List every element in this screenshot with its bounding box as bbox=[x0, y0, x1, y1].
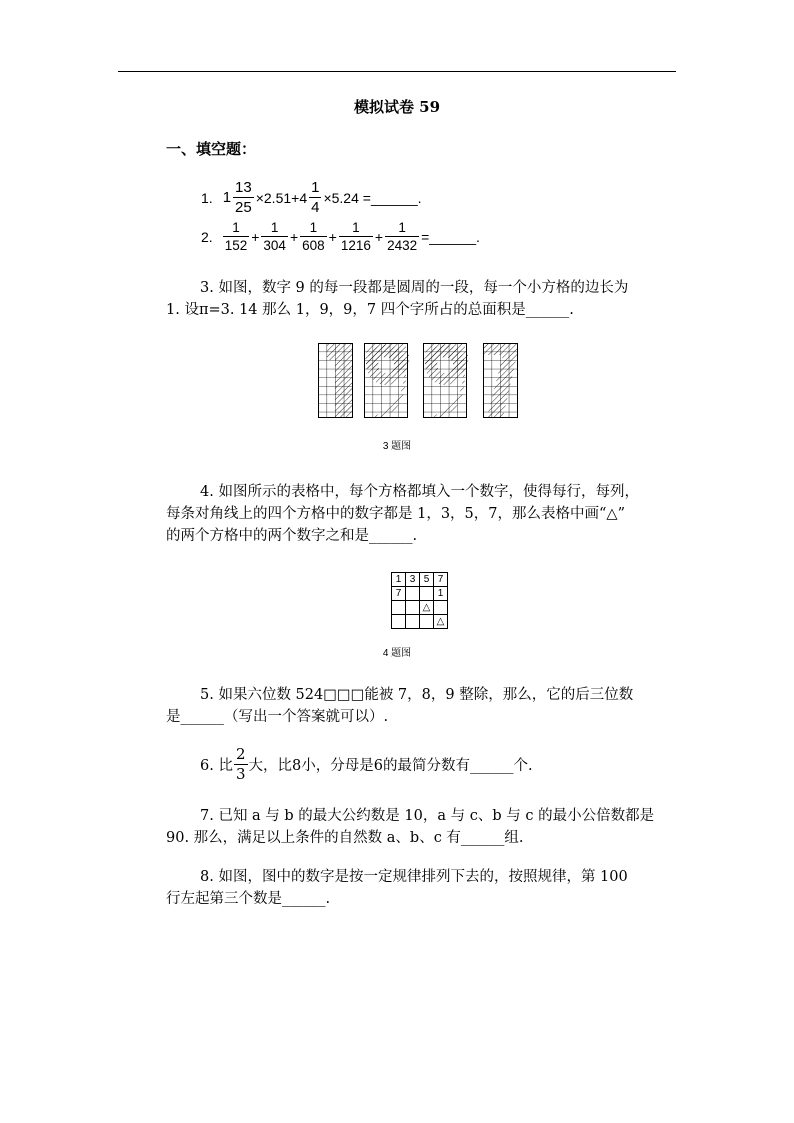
figure-digit-9-b bbox=[424, 343, 469, 418]
question-1 bbox=[200, 178, 423, 217]
grid-cell: △ bbox=[434, 615, 448, 629]
q6-suffix: 大，比8小，分母是6的最简分数有______个. bbox=[248, 758, 533, 774]
q5-line-1: 5. 如果六位数 524□□□能被 7，8，9 整除，那么，它的后三位数 bbox=[200, 687, 634, 703]
grid-cell bbox=[434, 601, 448, 615]
question-6 bbox=[200, 745, 533, 784]
grid-cell: 7 bbox=[434, 573, 448, 587]
page-title: 模拟试卷 59 bbox=[353, 98, 441, 116]
grid-cell bbox=[420, 615, 434, 629]
q4-caption: 4 题图 bbox=[382, 648, 412, 659]
grid-cell: 1 bbox=[392, 573, 406, 587]
q1-fraction-2: $\frac{1}{4}$ bbox=[311, 179, 320, 216]
q2-plus-1: + bbox=[251, 228, 260, 245]
header-rule bbox=[118, 71, 676, 72]
q1-number: 1. bbox=[201, 189, 213, 206]
figure-digit-7 bbox=[483, 343, 518, 418]
grid-row bbox=[392, 615, 448, 629]
q4-grid bbox=[391, 572, 448, 629]
question-2 bbox=[200, 219, 481, 254]
q2-fraction-1: $\frac{1}{152}$ bbox=[224, 220, 248, 253]
q2-plus-2: + bbox=[289, 228, 299, 245]
q1-fraction-1: $\frac{13}{25}$ bbox=[235, 179, 252, 216]
q4-line-2: 每条对角线上的四个方格中的数字都是 1，3，5，7，那么表格中画“△” bbox=[166, 506, 625, 522]
q8-line-2: 行左起第三个数是______. bbox=[166, 891, 331, 907]
grid-cell bbox=[406, 615, 420, 629]
q4-line-3: 的两个方格中的两个数字之和是______. bbox=[166, 528, 418, 544]
grid-row bbox=[392, 587, 448, 601]
q1-tail: ×5.24 =______. bbox=[323, 189, 422, 206]
q2-fraction-3: $\frac{1}{608}$ bbox=[302, 220, 325, 253]
figure-digit-9-a bbox=[365, 343, 410, 418]
grid-row bbox=[392, 573, 448, 587]
q3-line-2: 1. 设π=3. 14 那么 1，9，9，7 四个字所占的总面积是______. bbox=[166, 302, 574, 318]
q8-line-1: 8. 如图，图中的数字是按一定规律排列下去的，按照规律，第 100 bbox=[200, 869, 628, 885]
grid-cell bbox=[420, 587, 434, 601]
q6-fraction: $\frac{2}{3}$ bbox=[235, 745, 246, 783]
grid-cell: 3 bbox=[406, 573, 420, 587]
q2-tail: =______. bbox=[421, 228, 480, 245]
grid-cell: 1 bbox=[434, 587, 448, 601]
grid-cell: △ bbox=[420, 601, 434, 615]
grid-cell bbox=[392, 601, 406, 615]
section-heading: 一、填空题： bbox=[166, 140, 257, 158]
q5-line-2: 是______（写出一个答案就可以）. bbox=[166, 709, 389, 725]
q2-fraction-4: $\frac{1}{1216}$ bbox=[340, 220, 371, 253]
q2-plus-3: + bbox=[328, 228, 337, 245]
grid-cell: 5 bbox=[420, 573, 434, 587]
grid-cell: 7 bbox=[392, 587, 406, 601]
grid-cell bbox=[406, 587, 420, 601]
q2-plus-4: + bbox=[374, 228, 384, 245]
q6-prefix: 6. 比 bbox=[200, 758, 233, 774]
grid-row bbox=[392, 601, 448, 615]
q2-number: 2. bbox=[201, 228, 213, 245]
q7-line-2: 90. 那么，满足以上条件的自然数 a、b、c 有______组. bbox=[166, 830, 524, 846]
grid-cell bbox=[392, 615, 406, 629]
q4-line-1: 4. 如图所示的表格中，每个方格都填入一个数字，使得每行，每列， bbox=[200, 484, 639, 500]
q2-fraction-5: $\frac{1}{2432}$ bbox=[387, 220, 418, 253]
figure-digit-1 bbox=[319, 343, 353, 418]
grid-cell bbox=[406, 601, 420, 615]
q1-times-1: ×2.51+4 bbox=[255, 189, 308, 206]
q3-caption: 3 题图 bbox=[382, 441, 412, 452]
q3-figure bbox=[318, 343, 524, 419]
q2-fraction-2: $\frac{1}{304}$ bbox=[263, 220, 286, 253]
q3-line-1: 3. 如图，数字 9 的每一段都是圆周的一段，每一个小方格的边长为 bbox=[200, 280, 629, 296]
q1-whole: 1 bbox=[222, 189, 232, 206]
q7-line-1: 7. 已知 a 与 b 的最大公约数是 10，a 与 c、b 与 c 的最小公倍数都是 bbox=[200, 808, 655, 824]
